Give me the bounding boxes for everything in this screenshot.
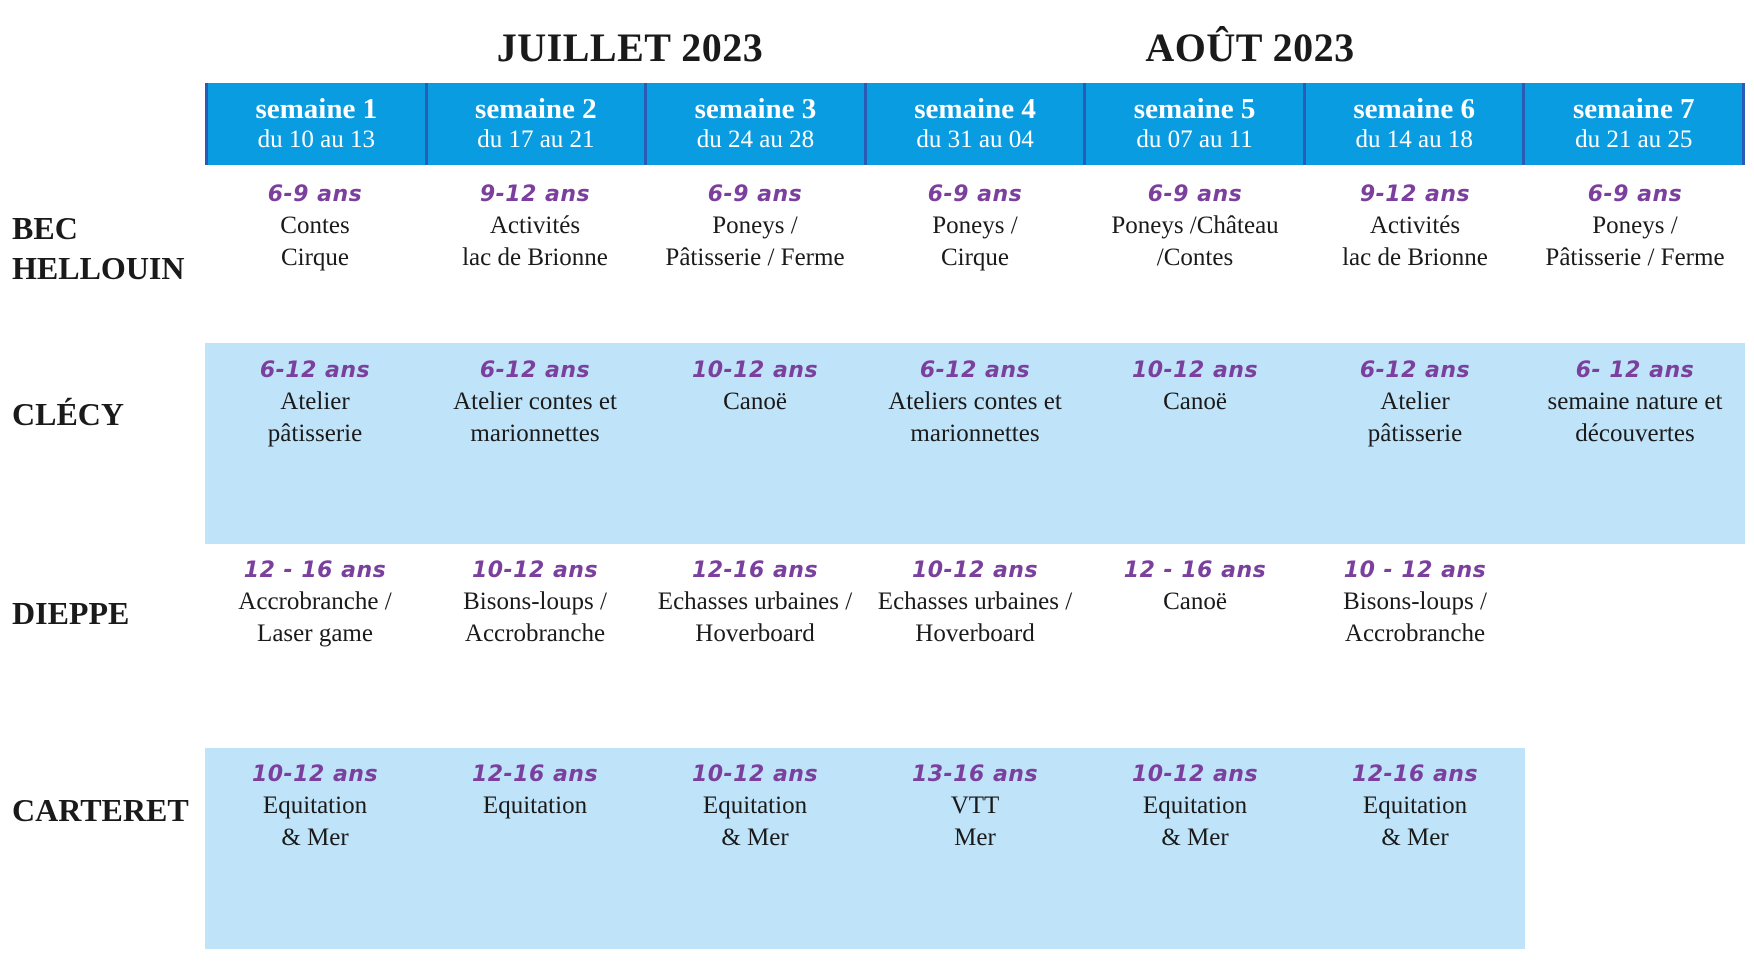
week-dates: du 24 au 28: [696, 126, 815, 153]
schedule-cell: [205, 180, 425, 274]
age-range: 10-12 ans: [1131, 358, 1259, 383]
week-header-2: [425, 83, 645, 165]
activity-text: Atelier contes et marionnettes: [453, 388, 617, 447]
schedule-cell: [425, 556, 645, 650]
week-label: semaine 4: [914, 93, 1036, 125]
age-range: 10-12 ans: [471, 558, 599, 583]
schedule-cell: [1305, 180, 1525, 274]
activity-text: Contes Cirque: [280, 212, 350, 271]
activity-text: Equitation & Mer: [262, 792, 368, 851]
week-label: semaine 5: [1133, 93, 1256, 125]
age-range: 10-12 ans: [911, 558, 1039, 583]
activity-text: Echasses urbaines / Hoverboard: [657, 588, 853, 647]
activity-text: Equitation & Mer: [1362, 792, 1468, 851]
schedule-cell: [645, 556, 865, 650]
week-header-bar: [205, 83, 1745, 165]
week-label: semaine 2: [475, 93, 597, 125]
age-range: 6-9 ans: [927, 182, 1023, 207]
week-header-4: [864, 83, 1084, 165]
schedule-cell: [1085, 180, 1305, 274]
activity-text: Equitation & Mer: [1142, 792, 1248, 851]
age-range: 13-16 ans: [911, 762, 1039, 787]
age-range: 6-9 ans: [707, 182, 803, 207]
schedule-cell: [1305, 356, 1525, 450]
schedule-cell: [425, 180, 645, 274]
activity-text: Activités lac de Brionne: [462, 212, 608, 271]
site-label-clecy: CLÉCY: [12, 396, 125, 432]
schedule-cell: [645, 356, 865, 450]
week-dates: du 10 au 13: [257, 126, 375, 153]
activity-text: Atelier pâtisserie: [267, 388, 363, 447]
activity-text: Canoë: [1163, 588, 1227, 615]
week-dates: du 21 au 25: [1575, 126, 1693, 153]
month-august: AOÛT 2023: [1145, 25, 1355, 70]
activity-text: Poneys / Cirque: [932, 212, 1018, 271]
row-dieppe: [205, 556, 1745, 650]
week-dates: du 17 au 21: [477, 126, 595, 153]
age-range: 12 - 16 ans: [243, 558, 387, 583]
week-header-1: [205, 83, 425, 165]
activity-text: semaine nature et découvertes: [1547, 388, 1723, 447]
schedule-cell: [205, 356, 425, 450]
schedule-cell: [645, 760, 865, 854]
month-july: JUILLET 2023: [496, 25, 764, 70]
week-label: semaine 1: [255, 93, 378, 125]
activity-text: Ateliers contes et marionnettes: [888, 388, 1062, 447]
schedule-cell: [425, 760, 645, 854]
age-range: 10 - 12 ans: [1343, 558, 1487, 583]
activity-text: Bisons-loups / Accrobranche: [1343, 588, 1487, 647]
activity-text: Canoë: [723, 388, 787, 415]
site-label-dieppe: DIEPPE: [12, 595, 130, 631]
week-header-6: [1303, 83, 1523, 165]
week-label: semaine 6: [1353, 93, 1475, 125]
schedule-cell: [1085, 760, 1305, 854]
schedule-cell: [1525, 760, 1745, 854]
schedule-cell: [1525, 180, 1745, 274]
activity-text: Activités lac de Brionne: [1342, 212, 1488, 271]
activity-text: Canoë: [1163, 388, 1227, 415]
schedule-cell: [1085, 356, 1305, 450]
age-range: 6-12 ans: [479, 358, 591, 383]
schedule-cell: [865, 180, 1085, 274]
activity-text: Poneys / Pâtisserie / Ferme: [1545, 212, 1725, 271]
row-carteret: [205, 760, 1745, 854]
schedule-cell: [1085, 556, 1305, 650]
age-range: 12-16 ans: [691, 558, 819, 583]
age-range: 12 - 16 ans: [1123, 558, 1267, 583]
activity-text: Atelier pâtisserie: [1367, 388, 1463, 447]
age-range: 6-9 ans: [1587, 182, 1683, 207]
week-dates: du 14 au 18: [1355, 126, 1473, 153]
activity-text: Poneys /Château /Contes: [1111, 212, 1279, 271]
age-range: 6-12 ans: [259, 358, 371, 383]
week-dates: du 07 au 11: [1136, 126, 1253, 153]
site-label-carteret: CARTERET: [12, 792, 189, 828]
week-label: semaine 7: [1572, 93, 1695, 125]
age-range: 12-16 ans: [471, 762, 599, 787]
age-range: 9-12 ans: [1359, 182, 1471, 207]
activity-text: VTT Mer: [950, 792, 1000, 851]
schedule-cell: [1305, 556, 1525, 650]
age-range: 10-12 ans: [1131, 762, 1259, 787]
week-header-7: [1522, 83, 1745, 165]
age-range: 10-12 ans: [691, 358, 819, 383]
activity-text: Echasses urbaines / Hoverboard: [877, 588, 1073, 647]
schedule-cell: [1305, 760, 1525, 854]
age-range: 6-9 ans: [1147, 182, 1243, 207]
week-header-5: [1083, 83, 1303, 165]
schedule-cell: [1525, 556, 1745, 650]
schedule-cell: [645, 180, 865, 274]
week-label: semaine 3: [694, 93, 817, 125]
site-label-bec-hellouin: BEC HELLOUIN: [12, 210, 185, 286]
age-range: 10-12 ans: [691, 762, 819, 787]
activity-text: Accrobranche / Laser game: [238, 588, 392, 647]
age-range: 6-12 ans: [919, 358, 1031, 383]
schedule-cell: [205, 556, 425, 650]
age-range: 10-12 ans: [251, 762, 379, 787]
row-clecy: [205, 356, 1745, 450]
schedule-cell: [1525, 356, 1745, 450]
activity-text: Bisons-loups / Accrobranche: [463, 588, 607, 647]
activity-text: Equitation & Mer: [702, 792, 808, 851]
age-range: 6-12 ans: [1359, 358, 1471, 383]
schedule-cell: [205, 760, 425, 854]
activity-text: Poneys / Pâtisserie / Ferme: [665, 212, 845, 271]
week-header-3: [644, 83, 864, 165]
week-dates: du 31 au 04: [916, 126, 1034, 153]
row-bec-hellouin: [205, 180, 1745, 274]
schedule-cell: [425, 356, 645, 450]
schedule-cell: [865, 556, 1085, 650]
age-range: 6- 12 ans: [1575, 358, 1695, 383]
age-range: 9-12 ans: [479, 182, 591, 207]
age-range: 12-16 ans: [1351, 762, 1479, 787]
schedule-cell: [865, 760, 1085, 854]
schedule-cell: [865, 356, 1085, 450]
activity-text: Equitation: [482, 792, 588, 819]
age-range: 6-9 ans: [267, 182, 363, 207]
